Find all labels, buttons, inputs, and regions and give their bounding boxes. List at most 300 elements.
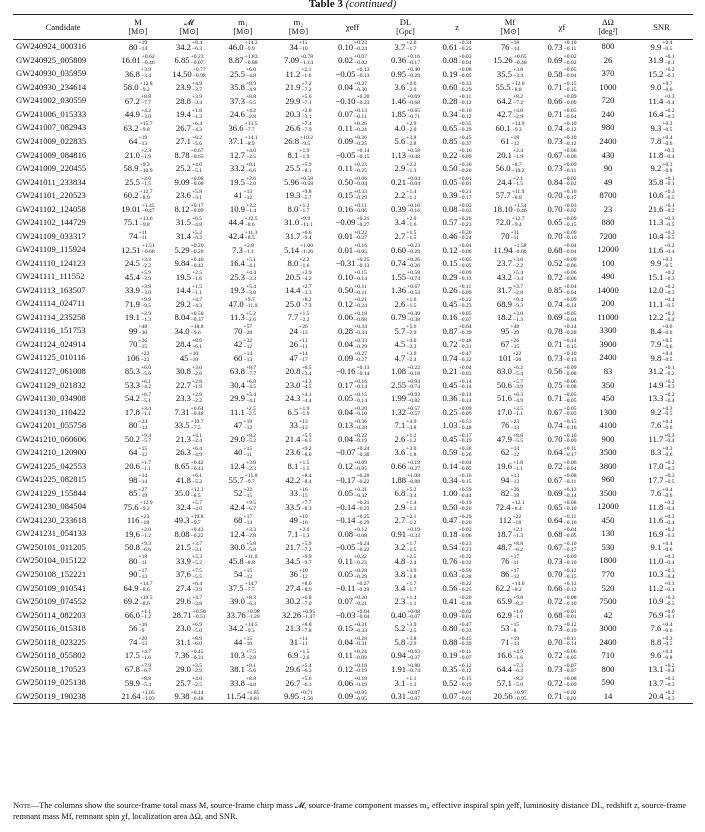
cell-lower-error: −0.29 [407, 249, 420, 255]
table-cell [163, 541, 215, 555]
table-cell [215, 405, 271, 419]
cell-lower-error: −0.12 [458, 668, 472, 675]
cell-value: 23.3 [175, 393, 191, 404]
cell-value: 31.7 [496, 285, 512, 296]
cell-uncertainty [300, 244, 313, 256]
cell-uncertainty [192, 664, 202, 676]
cell-lower-error: −3.8 [191, 600, 203, 607]
cell-uncertainty [406, 596, 416, 608]
cell-value: 0.08 [338, 528, 354, 539]
table-cell [538, 189, 586, 203]
table-cell: 2400 [599, 352, 617, 363]
table-cell [271, 67, 326, 81]
cell-upper-error: +1.8 [512, 459, 524, 466]
cell-uncertainty [301, 447, 311, 459]
table-cell [326, 676, 379, 690]
cell-uncertainty [664, 393, 674, 405]
cell-value: 70 [233, 325, 243, 336]
table-cell [538, 459, 586, 473]
cell-uncertainty [407, 691, 420, 703]
cell-value: 5.8 [394, 636, 406, 647]
cell-upper-error: +8.6 [191, 337, 203, 344]
table-cell [271, 365, 326, 379]
cell-upper-error: +6.0 [245, 67, 257, 74]
cell-upper-error: +6.4 [191, 581, 203, 588]
cell-uncertainty [141, 677, 151, 689]
cell-upper-error: +9.4 [512, 297, 524, 304]
table-cell [163, 270, 215, 284]
cell-lower-error: −4.2 [301, 276, 312, 283]
cell-lower-error: −0.12 [458, 113, 472, 120]
cell-value: 72.0 [495, 217, 511, 228]
table-cell [326, 311, 379, 325]
cell-lower-error: −0.5 [664, 600, 675, 607]
table-cell [326, 202, 379, 216]
cell-uncertainty [564, 393, 577, 405]
cell-value: 28.71 [172, 609, 192, 620]
cell-uncertainty [664, 461, 674, 473]
cell-value: 40 [233, 447, 243, 458]
cell-value: 0.72 [547, 461, 563, 471]
cell-uncertainty [407, 55, 420, 67]
cell-uncertainty [513, 677, 523, 689]
table-cell [271, 297, 326, 311]
cell-uncertainty [192, 285, 202, 297]
table-cell [215, 365, 271, 379]
cell-value: 9.09 [174, 176, 190, 187]
cell-upper-error: +5.9 [301, 162, 312, 169]
cell-uncertainty [459, 204, 472, 216]
table-cell [215, 662, 271, 676]
cell-upper-error: +9.3 [139, 162, 150, 169]
cell-value: 33.2 [229, 163, 245, 174]
cell-uncertainty [459, 515, 472, 527]
cell-uncertainty [459, 41, 472, 53]
table-cell [163, 446, 215, 460]
cell-uncertainty [138, 488, 147, 500]
cell-value: 5.14 [284, 244, 300, 255]
table-cell [215, 324, 271, 338]
cell-value: 0.01 [338, 244, 354, 255]
cell-value: 0.64 [547, 515, 563, 526]
cell-value: 29.0 [175, 663, 191, 674]
cell-upper-error: +22 [243, 486, 253, 493]
cell-upper-error: +13.6 [139, 216, 153, 223]
cell-value: 26.7 [285, 677, 301, 688]
table-cell [538, 202, 586, 216]
cell-upper-error: +0.17 [190, 202, 204, 209]
cell-lower-error: −12 [510, 573, 520, 580]
cell-lower-error: −30 [138, 330, 148, 337]
candidate-name: GW241002_030559 [16, 95, 87, 106]
cell-lower-error: −7.7 [244, 127, 255, 134]
table-cell [271, 351, 326, 365]
cell-uncertainty [564, 325, 577, 337]
cell-value: 80 [128, 420, 138, 431]
table-cell [215, 419, 271, 433]
cell-uncertainty [356, 474, 369, 486]
cell-upper-error: +14.5 [244, 622, 258, 629]
cell-upper-error: +0.04 [356, 608, 370, 615]
cell-lower-error: −3.1 [191, 194, 203, 201]
cell-uncertainty [356, 501, 369, 513]
table-cell [379, 284, 432, 298]
candidate-name: GW241109_115924 [16, 244, 86, 255]
cell-uncertainty [459, 461, 472, 473]
cell-value: 0.67 [547, 542, 563, 553]
candidate-name: GW241009_084816 [16, 149, 87, 160]
table-cell: 4100 [599, 420, 617, 431]
cell-upper-error: +0.80 [407, 662, 420, 669]
cell-value: 60.2 [123, 190, 139, 201]
cell-lower-error: −1.2 [406, 438, 417, 445]
cell-uncertainty [564, 488, 577, 500]
table-row [13, 148, 693, 162]
table-cell [538, 514, 586, 528]
cell-upper-error: +0.09 [458, 270, 472, 277]
cell-value: 0.19 [442, 650, 458, 661]
cell-upper-error: +23 [140, 351, 150, 358]
table-cell [113, 432, 163, 446]
cell-upper-error: +8.9 [191, 635, 203, 642]
cell-value: 15.1 [648, 271, 664, 282]
cell-value: 21.6 [648, 203, 664, 214]
cell-upper-error: +0.40 [407, 67, 420, 74]
cell-lower-error: −0.23 [356, 100, 370, 107]
table-cell [538, 229, 586, 243]
table-row [13, 690, 693, 704]
table-cell [379, 459, 432, 473]
cell-upper-error: +0.3 [664, 554, 675, 561]
cell-lower-error: −3.8 [406, 424, 417, 431]
table-cell [630, 392, 693, 406]
table-cell [113, 595, 163, 609]
cell-uncertainty [513, 271, 523, 283]
cell-value: 21.4 [285, 433, 301, 444]
cell-lower-error: −0.14 [354, 276, 367, 283]
cell-upper-error: +0.62 [141, 53, 155, 60]
cell-upper-error: +8.1 [245, 662, 257, 669]
cell-value: 29.9 [285, 95, 301, 106]
cell-uncertainty [138, 339, 147, 351]
table-cell [432, 595, 482, 609]
cell-value: 80 [128, 41, 138, 52]
cell-value: 2.9 [394, 163, 406, 174]
cell-value: 0.04 [338, 406, 354, 417]
cell-upper-error: +1.8 [191, 107, 203, 114]
table-cell [215, 338, 271, 352]
candidate-name: GW241007_082943 [16, 122, 87, 133]
table-header-row [13, 15, 693, 40]
candidate-name: GW241113_163507 [16, 284, 86, 295]
table-cell [163, 608, 215, 622]
cell-uncertainty [191, 312, 204, 324]
table-cell [432, 392, 482, 406]
cell-lower-error: −12 [243, 573, 253, 580]
cell-value: 0.15 [338, 623, 354, 634]
table-cell [326, 662, 379, 676]
table-cell [215, 257, 271, 271]
cell-upper-error: +18.8 [190, 324, 204, 331]
cell-upper-error: +0.1 [664, 53, 675, 60]
cell-uncertainty [407, 177, 420, 189]
cell-lower-error: −0.08 [354, 533, 367, 540]
cell-uncertainty [246, 163, 256, 175]
cell-uncertainty [246, 434, 256, 446]
cell-uncertainty [564, 380, 577, 392]
cell-upper-error: +1.5 [299, 649, 310, 656]
cell-value: 0.85 [547, 285, 563, 296]
table-cell [215, 649, 271, 663]
cell-lower-error: −0.16 [563, 519, 577, 526]
cell-value: 33.5 [174, 420, 190, 431]
cell-value: 17.8 [124, 406, 140, 417]
table-cell [482, 392, 538, 406]
cell-uncertainty [407, 149, 420, 161]
cell-lower-error: −4.0 [191, 506, 203, 513]
table-row [13, 514, 693, 528]
cell-upper-error: +0.15 [458, 676, 472, 683]
cell-value: −0.14 [335, 515, 356, 526]
table-row [13, 351, 693, 365]
cell-uncertainty [138, 474, 147, 486]
cell-uncertainty [662, 136, 672, 148]
cell-value: 51.6 [496, 393, 512, 404]
table-cell [432, 297, 482, 311]
cell-uncertainty [301, 82, 311, 94]
cell-value: 86 [500, 569, 510, 580]
column-header-label: Mf [504, 17, 516, 27]
cell-upper-error: +0.16 [563, 189, 577, 196]
table-cell [113, 473, 163, 487]
cell-lower-error: −0.10 [563, 560, 577, 567]
cell-uncertainty [662, 163, 672, 175]
table-cell [215, 202, 271, 216]
cell-uncertainty [513, 285, 523, 297]
table-cell [379, 162, 432, 176]
cell-lower-error: −0.30 [356, 451, 370, 458]
cell-value: 42.4 [228, 230, 244, 241]
cell-lower-error: −0.48 [458, 424, 472, 431]
cell-uncertainty [664, 149, 674, 161]
cell-uncertainty [301, 664, 311, 676]
cell-lower-error: −0.05 [563, 411, 577, 418]
cell-upper-error: +0.3 [664, 148, 675, 155]
cell-value: 49 [289, 515, 298, 526]
cell-lower-error: −1.3 [406, 682, 417, 688]
table-cell [630, 243, 693, 257]
cell-uncertainty [406, 447, 416, 459]
cell-value: 63.8 [229, 366, 245, 377]
cell-value: 2.3 [394, 596, 406, 607]
cell-lower-error: −0.5 [664, 221, 675, 228]
cell-upper-error: +0.04 [563, 527, 577, 534]
table-cell [482, 202, 538, 216]
cell-uncertainty [564, 650, 577, 662]
column-header-unit: [deg²] [598, 27, 618, 36]
cell-uncertainty [193, 610, 206, 622]
cell-uncertainty [246, 109, 256, 121]
column-header-7 [432, 15, 482, 40]
table-note [13, 800, 693, 822]
table-cell [113, 500, 163, 514]
cell-uncertainty [407, 95, 420, 107]
table-cell [113, 378, 163, 392]
cell-value: 29.6 [285, 663, 301, 674]
cell-value: 58.0 [123, 82, 139, 93]
cell-value: 36.8 [124, 68, 140, 79]
cell-upper-error: +1.58 [513, 243, 527, 250]
table-cell [482, 635, 538, 649]
cell-uncertainty [138, 41, 147, 53]
cell-value: 0.52 [442, 677, 458, 688]
table-cell [630, 473, 693, 487]
cell-uncertainty [664, 380, 674, 392]
cell-lower-error: −0.16 [563, 424, 577, 431]
cell-uncertainty [354, 393, 367, 405]
cell-value: 61 [500, 136, 510, 147]
table-cell [113, 297, 163, 311]
cell-upper-error: +0.14 [563, 337, 577, 344]
cell-lower-error: −0.11 [354, 289, 367, 296]
table-cell [538, 365, 586, 379]
cell-uncertainty [512, 122, 525, 134]
cell-uncertainty [513, 298, 523, 310]
cell-lower-error: −0.20 [458, 519, 472, 526]
cell-value: 7.1 [394, 420, 406, 431]
table-cell: 12000 [597, 501, 619, 512]
table-cell [379, 554, 432, 568]
cell-uncertainty [301, 231, 311, 243]
cell-lower-error: −7.5 [190, 424, 201, 431]
cell-upper-error: +2.8 [243, 243, 254, 250]
cell-upper-error: +11.9 [511, 189, 525, 196]
cell-lower-error: −9.6 [190, 330, 201, 337]
cell-uncertainty [245, 555, 258, 567]
cell-value: 8.0 [287, 258, 299, 269]
cell-uncertainty [354, 352, 367, 364]
cell-value: 5.2 [394, 623, 406, 634]
table-cell [538, 324, 586, 338]
cell-upper-error: +2.6 [406, 80, 417, 87]
cell-uncertainty [406, 623, 416, 635]
cell-uncertainty [243, 325, 252, 337]
cell-lower-error: −11 [510, 560, 519, 567]
cell-uncertainty [354, 664, 367, 676]
cell-value: 10.9 [229, 203, 245, 214]
cell-upper-error: +0.22 [407, 364, 420, 371]
cell-upper-error: +0.10 [563, 40, 577, 47]
cell-upper-error: +3.3 [140, 256, 152, 263]
cell-lower-error: −8.4 [511, 506, 522, 513]
table-cell [538, 351, 586, 365]
table-cell: 430 [601, 149, 615, 160]
cell-uncertainty [406, 434, 416, 446]
cell-lower-error: −0.18 [407, 370, 420, 377]
table-cell [215, 162, 271, 176]
cell-value: 0.31 [391, 691, 407, 702]
cell-upper-error: +0.24 [356, 540, 370, 547]
cell-lower-error: −4.8 [191, 221, 203, 228]
cell-lower-error: −0.25 [458, 46, 472, 53]
cell-upper-error: +0.47 [458, 622, 472, 629]
cell-uncertainty [513, 434, 523, 446]
cell-value: 74 [128, 636, 138, 647]
table-cell: 530 [601, 541, 615, 552]
table-cell [432, 662, 482, 676]
cell-lower-error: −0.01 [458, 181, 472, 188]
cell-uncertainty [354, 312, 367, 324]
table-cell [630, 690, 693, 704]
table-cell [163, 392, 215, 406]
cell-value: 4.7 [394, 352, 406, 363]
table-cell [379, 487, 432, 501]
table-cell [163, 162, 215, 176]
cell-upper-error: +5.4 [245, 283, 257, 290]
cell-lower-error: −9.4 [301, 235, 312, 242]
cell-lower-error: −9.2 [139, 86, 150, 93]
cell-value: 20.3 [285, 109, 301, 120]
table-row [13, 54, 693, 68]
table-cell [630, 121, 693, 135]
cell-value: 9.3 [650, 122, 662, 133]
cell-upper-error: +0.10 [458, 148, 472, 155]
cell-value: 0.34 [442, 474, 458, 485]
table-cell [482, 676, 538, 690]
table-cell: 23 [603, 203, 613, 214]
table-cell [379, 175, 432, 189]
cell-uncertainty [662, 407, 672, 419]
cell-lower-error: −0.30 [354, 86, 367, 93]
cell-upper-error: +2.1 [512, 527, 524, 534]
cell-value: 60 [233, 352, 243, 363]
column-header-label: z [455, 22, 459, 32]
cell-upper-error: +1.7 [406, 581, 417, 588]
cell-uncertainty [406, 677, 416, 689]
cell-lower-error: −0.12 [458, 100, 472, 107]
cell-uncertainty [510, 474, 519, 486]
table-cell [163, 635, 215, 649]
cell-uncertainty [564, 109, 577, 121]
cell-value: 0.64 [547, 447, 563, 458]
cell-value: 27.1 [175, 136, 191, 147]
cell-value: 0.73 [547, 41, 563, 52]
cell-lower-error: −1.5 [512, 181, 524, 188]
table-cell [379, 338, 432, 352]
cell-upper-error: +18 [510, 40, 520, 47]
cell-value: 14.4 [285, 285, 301, 296]
table-cell [432, 405, 482, 419]
cell-upper-error: +9.3 [140, 540, 152, 547]
table-cell [432, 568, 482, 582]
cell-upper-error: +26 [510, 337, 520, 344]
cell-lower-error: −1.3 [406, 167, 417, 174]
cell-upper-error: +1.05 [141, 689, 155, 696]
cell-lower-error: −0.06 [354, 208, 367, 215]
cell-value: 18.7 [496, 528, 512, 539]
cell-lower-error: −7.7 [140, 100, 152, 107]
cell-uncertainty [564, 555, 577, 567]
cell-uncertainty [564, 95, 577, 107]
cell-lower-error: −0.10 [563, 600, 577, 607]
cell-uncertainty [299, 258, 309, 270]
cell-value: 19.6 [124, 528, 140, 539]
cell-lower-error: −9 [138, 627, 145, 634]
cell-value: −0.16 [335, 366, 356, 377]
cell-value: 0.69 [547, 488, 563, 499]
cell-uncertainty [662, 447, 672, 459]
cell-lower-error: −5.6 [140, 370, 152, 377]
